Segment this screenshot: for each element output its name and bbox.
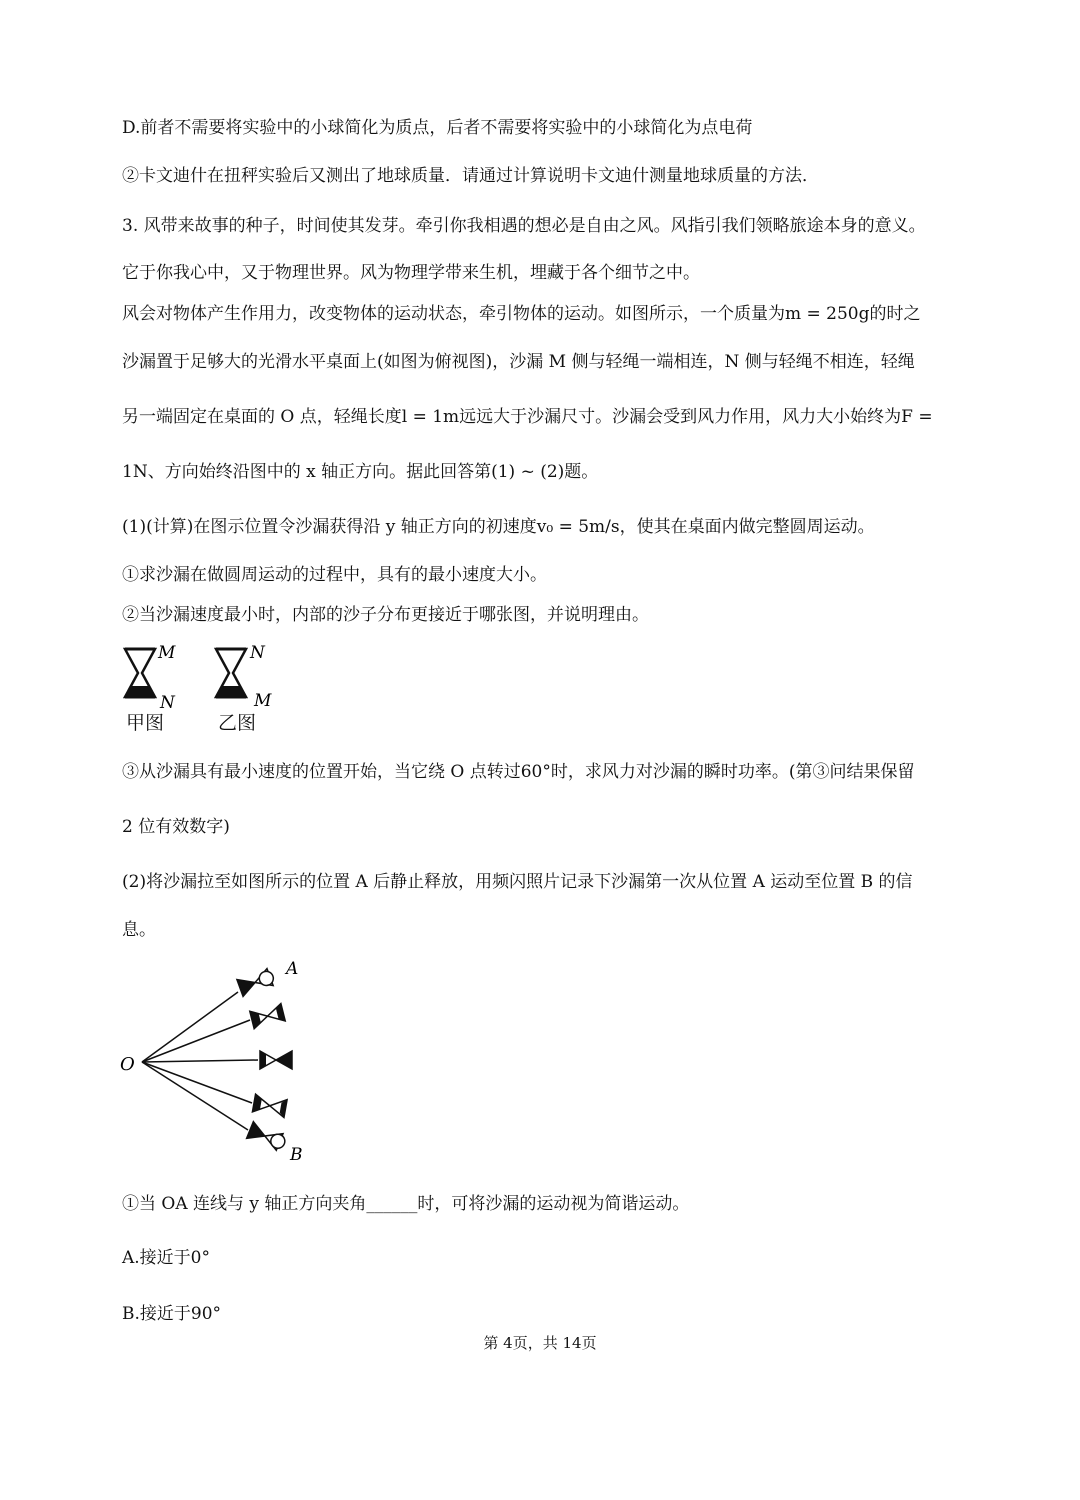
left-hourglass-bottom-label: N bbox=[160, 693, 175, 713]
hourglass-right bbox=[216, 649, 246, 697]
hourglass-position-3 bbox=[260, 1051, 292, 1069]
hourglass-left bbox=[125, 649, 155, 697]
part-2-sub-1-text: ①当 OA 连线与 y 轴正方向夹角______时，可将沙漏的运动视为简谐运动。 bbox=[122, 1194, 690, 1214]
right-hourglass-top-label: N bbox=[250, 643, 265, 663]
left-figure-caption: 甲图 bbox=[126, 712, 165, 734]
option-d-text: D.前者不需要将实验中的小球简化为质点，后者不需要将实验中的小球简化为点电荷 bbox=[122, 118, 753, 138]
question-3-body-line-2: 沙漏置于足够大的光滑水平桌面上(如图为俯视图)，沙漏 M 侧与轻绳一端相连，N 侧与轻绳不相连，轻绳 bbox=[122, 352, 915, 372]
question-2-part-2-text: ②卡文迪什在扭秤实验后又测出了地球质量．请通过计算说明卡文迪什测量地球质量的方法． bbox=[122, 166, 819, 186]
hourglass-figure bbox=[118, 640, 298, 715]
question-3-intro-line-2: 它于你我心中，又于物理世界。风为物理学带来生机，埋藏于各个细节之中。 bbox=[122, 263, 700, 283]
question-3-body-line-1: 风会对物体产生作用力，改变物体的运动状态，牵引物体的运动。如图所示，一个质量为m = 250g的时之 bbox=[122, 304, 921, 324]
right-figure-caption: 乙图 bbox=[218, 712, 257, 734]
part-2-text: (2)将沙漏拉至如图所示的位置 A 后静止释放，用频闪照片记录下沙漏第一次从位置 A 运动至位置 B 的信 bbox=[122, 872, 913, 892]
option-b-text: B.接近于90° bbox=[122, 1304, 222, 1324]
hourglass-position-b bbox=[247, 1122, 288, 1153]
question-3-body-line-4: 1N、方向始终沿图中的 x 轴正方向。据此回答第(1) ~ (2)题。 bbox=[122, 462, 599, 482]
pendulum-figure bbox=[110, 950, 330, 1170]
part-1-sub-2-text: ②当沙漏速度最小时，内部的沙子分布更接近于哪张图，并说明理由。 bbox=[122, 605, 649, 625]
part-1-sub-3-text: ③从沙漏具有最小速度的位置开始，当它绕 O 点转过60°时，求风力对沙漏的瞬时功率。(第③问结果保留 bbox=[122, 762, 915, 782]
question-3-intro-line-1: 3. 风带来故事的种子，时间使其发芽。牵引你我相遇的想必是自由之风。风指引我们领略旅途本身的意义。 bbox=[122, 216, 926, 236]
part-1-text: (1)(计算)在图示位置令沙漏获得沿 y 轴正方向的初速度v₀ = 5m/s，使其在桌面内做完整圆周运动。 bbox=[122, 517, 875, 537]
part-2-text-cont: 息。 bbox=[122, 920, 156, 940]
right-hourglass-bottom-label: M bbox=[254, 691, 272, 711]
part-1-sub-3-text-cont: 2 位有效数字) bbox=[122, 817, 230, 837]
left-hourglass-top-label: M bbox=[158, 643, 176, 663]
pivot-label: O bbox=[120, 1054, 135, 1075]
hourglass-position-a bbox=[237, 968, 276, 997]
position-a-label: A bbox=[286, 959, 299, 979]
part-1-sub-1-text: ①求沙漏在做圆周运动的过程中，具有的最小速度大小。 bbox=[122, 565, 547, 585]
hourglass-position-2 bbox=[250, 1004, 285, 1029]
question-3-body-line-3: 另一端固定在桌面的 O 点，轻绳长度l = 1m远远大于沙漏尺寸。沙漏会受到风力作用，风力大小始终为F = bbox=[122, 407, 933, 427]
pendulum-strings bbox=[142, 992, 258, 1130]
option-a-text: A.接近于0° bbox=[122, 1248, 210, 1268]
page-footer: 第 4页，共 14页 bbox=[483, 1334, 597, 1352]
hourglass-position-4 bbox=[252, 1094, 287, 1117]
position-b-label: B bbox=[290, 1145, 303, 1165]
